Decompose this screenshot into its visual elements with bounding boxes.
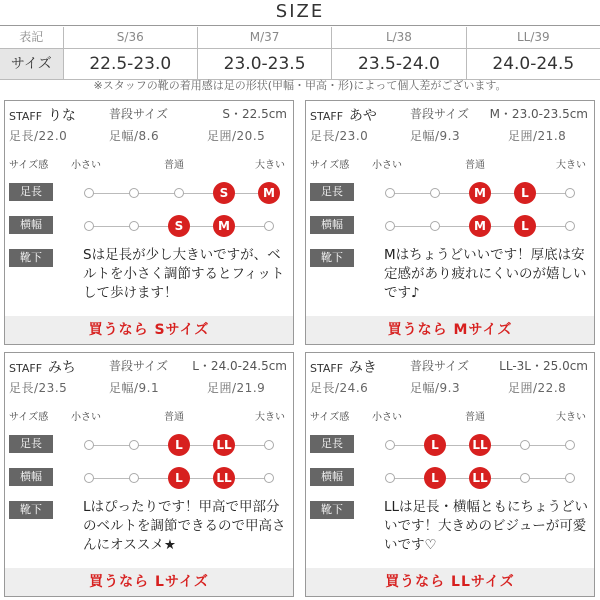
scale-header [9, 156, 289, 170]
foot-width: 足幅/9.1 [109, 381, 160, 395]
scale-track [89, 186, 275, 200]
scale-dot [129, 440, 139, 450]
measurements [310, 127, 590, 143]
scale-header [9, 408, 289, 422]
size-table-row [0, 49, 600, 80]
size-mark: LL [469, 434, 491, 456]
scale-dot [565, 188, 575, 198]
table-cell: 23.0-23.5 [197, 49, 331, 80]
scale-track [390, 219, 570, 233]
table-cell: 23.5-24.0 [332, 49, 466, 80]
scale-big: 大きい [255, 160, 285, 171]
scale-dot [565, 473, 575, 483]
staff-comment: Sは足長が少し大きいですが、ベルトを小さく調節するとフィットして歩けます！ [83, 247, 285, 301]
size-mark: S [168, 215, 190, 237]
size-mark: L [168, 434, 190, 456]
scale-dot [264, 221, 274, 231]
size-title: SIZE [275, 1, 325, 22]
usual-size-label: 普段サイズ [410, 107, 470, 121]
scale-track [89, 438, 269, 452]
row-label-foot-width: 横幅 [310, 216, 354, 234]
scale-dot [129, 188, 139, 198]
foot-length: 足長/24.6 [310, 381, 369, 395]
usual-size-value: LL-3L・25.0cm [499, 359, 588, 373]
scale-dot [264, 440, 274, 450]
size-mark: M [258, 182, 280, 204]
scale-label: サイズ感 [9, 160, 49, 171]
size-mark: LL [213, 434, 235, 456]
usual-size-value: S・22.5cm [222, 107, 287, 121]
scale-dot [84, 440, 94, 450]
scale-dot [174, 188, 184, 198]
size-mark: M [469, 215, 491, 237]
row-label-foot-width: 横幅 [310, 468, 354, 486]
scale-label: サイズ感 [310, 412, 350, 423]
table-header-cell: M/37 [197, 27, 331, 49]
staff-card [305, 352, 595, 597]
measurements [310, 379, 590, 395]
scale-small: 小さい [71, 160, 101, 171]
foot-girth: 足囲/21.8 [508, 129, 567, 143]
table-header-cell: LL/39 [466, 27, 600, 49]
staff-card [4, 100, 294, 345]
usual-size-label: 普段サイズ [109, 107, 169, 121]
size-mark: S [213, 182, 235, 204]
size-mark: L [424, 467, 446, 489]
row-label-shoe: 靴下 [9, 501, 53, 519]
scale-dot [520, 440, 530, 450]
scale-track [390, 438, 570, 452]
recommendation-banner: 買うなら Sサイズ [5, 316, 293, 344]
size-table-header [0, 27, 600, 49]
staff-header [9, 357, 289, 375]
recommendation-banner: 買うなら LLサイズ [306, 568, 594, 596]
scale-normal: 普通 [465, 160, 485, 171]
scale-dot [129, 473, 139, 483]
staff-header [9, 105, 289, 123]
scale-dot [84, 221, 94, 231]
scale-track [390, 186, 570, 200]
scale-dot [385, 440, 395, 450]
scale-dot [385, 221, 395, 231]
staff-name: みち [47, 360, 76, 376]
row-label-shoe: 靴下 [310, 501, 354, 519]
scale-small: 小さい [372, 412, 402, 423]
scale-dot [385, 473, 395, 483]
staff-name: あや [348, 108, 377, 124]
size-mark: LL [469, 467, 491, 489]
scale-header [310, 156, 590, 170]
row-label-shoe: 靴下 [9, 249, 53, 267]
row-label-foot-length: 足長 [310, 435, 354, 453]
staff-card [4, 352, 294, 597]
scale-big: 大きい [255, 412, 285, 423]
scale-dot [84, 188, 94, 198]
usual-size-label: 普段サイズ [109, 359, 169, 373]
usual-size-value: M・23.0-23.5cm [489, 107, 588, 121]
scale-dot [264, 473, 274, 483]
scale-track [89, 471, 269, 485]
recommendation-banner: 買うなら Lサイズ [5, 568, 293, 596]
fit-note: ※スタッフの靴の着用感は足の形状(甲幅・甲高・形)によって個人差がございます。 [93, 79, 507, 92]
staff-header [310, 105, 590, 123]
scale-track [390, 471, 570, 485]
row-label-foot-length: 足長 [310, 183, 354, 201]
table-row-label: サイズ [0, 49, 63, 80]
scale-dot [430, 221, 440, 231]
scale-dot [129, 221, 139, 231]
foot-girth: 足囲/20.5 [207, 129, 266, 143]
size-mark: LL [213, 467, 235, 489]
scale-dot [84, 473, 94, 483]
scale-small: 小さい [71, 412, 101, 423]
row-label-shoe: 靴下 [310, 249, 354, 267]
staff-card [305, 100, 595, 345]
size-mark: L [168, 467, 190, 489]
size-mark: L [514, 215, 536, 237]
scale-dot [520, 473, 530, 483]
recommendation-banner: 買うなら Mサイズ [306, 316, 594, 344]
staff-comment: Mはちょうどいいです！厚底は安定感があり疲れにくいのが嬉しいです♪ [384, 247, 587, 301]
usual-size-label: 普段サイズ [410, 359, 470, 373]
scale-big: 大きい [556, 160, 586, 171]
scale-dot [565, 221, 575, 231]
size-mark: M [213, 215, 235, 237]
staff-header [310, 357, 590, 375]
scale-normal: 普通 [164, 412, 184, 423]
measurements [9, 379, 289, 395]
title-divider [0, 25, 600, 26]
row-label-foot-width: 横幅 [9, 216, 53, 234]
staff-comment: Lはぴったりです！甲高で甲部分のベルトを調節できるので甲高さんにオススメ★ [83, 499, 286, 553]
scale-track [89, 219, 269, 233]
foot-length: 足長/23.5 [9, 381, 68, 395]
scale-big: 大きい [556, 412, 586, 423]
measurements [9, 127, 289, 143]
size-table [0, 27, 600, 80]
table-header-cell: L/38 [332, 27, 466, 49]
table-header-cell: S/36 [63, 27, 197, 49]
scale-label: サイズ感 [310, 160, 350, 171]
foot-width: 足幅/9.3 [410, 129, 461, 143]
staff-label: STAFF [9, 110, 43, 123]
scale-label: サイズ感 [9, 412, 49, 423]
staff-name: みき [348, 360, 377, 376]
row-label-foot-length: 足長 [9, 183, 53, 201]
size-mark: L [514, 182, 536, 204]
staff-comment: LLは足長・横幅ともにちょうどいいです！大きめのビジューが可愛いです♡ [384, 499, 589, 553]
foot-girth: 足囲/22.8 [508, 381, 567, 395]
staff-label: STAFF [310, 362, 344, 375]
foot-width: 足幅/9.3 [410, 381, 461, 395]
scale-dot [565, 440, 575, 450]
row-label-foot-length: 足長 [9, 435, 53, 453]
size-mark: M [469, 182, 491, 204]
foot-width: 足幅/8.6 [109, 129, 160, 143]
scale-normal: 普通 [164, 160, 184, 171]
usual-size-value: L・24.0-24.5cm [192, 359, 287, 373]
staff-label: STAFF [310, 110, 344, 123]
staff-name: りな [47, 108, 76, 124]
scale-header [310, 408, 590, 422]
table-cell: 22.5-23.0 [63, 49, 197, 80]
foot-girth: 足囲/21.9 [207, 381, 266, 395]
scale-dot [430, 188, 440, 198]
row-label-foot-width: 横幅 [9, 468, 53, 486]
table-header-cell: 表記 [19, 30, 44, 44]
scale-dot [385, 188, 395, 198]
scale-normal: 普通 [465, 412, 485, 423]
foot-length: 足長/22.0 [9, 129, 68, 143]
table-cell: 24.0-24.5 [466, 49, 600, 80]
scale-small: 小さい [372, 160, 402, 171]
foot-length: 足長/23.0 [310, 129, 369, 143]
size-mark: L [424, 434, 446, 456]
staff-label: STAFF [9, 362, 43, 375]
